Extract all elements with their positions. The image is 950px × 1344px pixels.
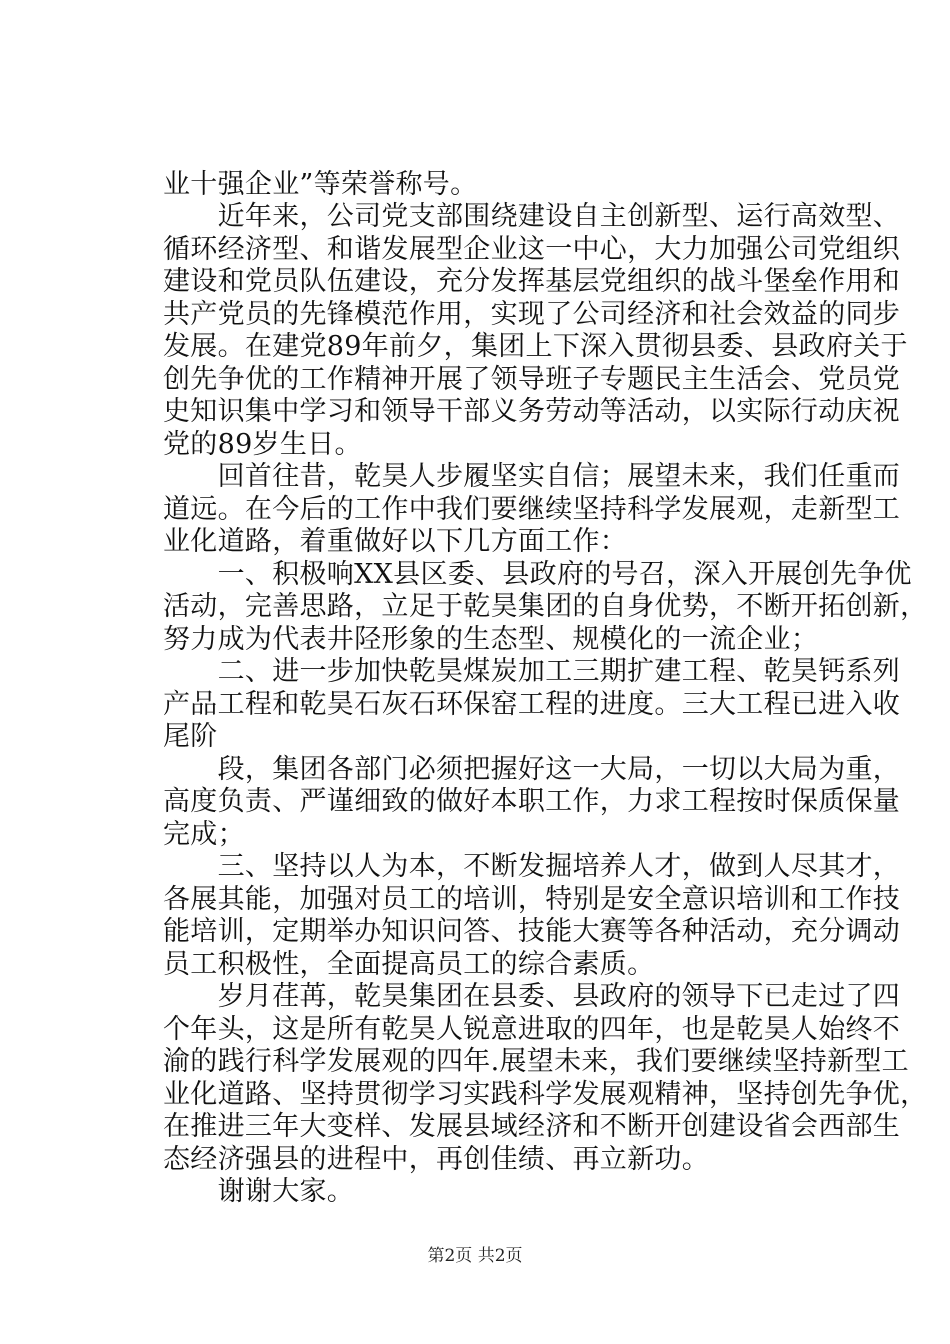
text-line: 建设和党员队伍建设，充分发挥基层党组织的战斗堡垒作用和 <box>163 266 901 297</box>
text-line: 回首往昔，乾昊人步履坚实自信；展望未来，我们任重而 <box>163 461 901 492</box>
text-line: 循环经济型、和谐发展型企业这一中心，大力加强公司党组织 <box>163 234 901 265</box>
text-line: 态经济强县的进程中，再创佳绩、再立新功。 <box>163 1144 709 1175</box>
text-line: 近年来，公司党支部围绕建设自主创新型、运行高效型、 <box>163 201 901 232</box>
text-line: 道远。在今后的工作中我们要继续坚持科学发展观，走新型工 <box>163 494 901 525</box>
text-line: 活动，完善思路，立足于乾昊集团的自身优势，不断开拓创新， <box>163 591 928 622</box>
text-line: 在推进三年大变样、发展县域经济和不断开创建设省会西部生 <box>163 1111 901 1142</box>
text-line: 党的89岁生日。 <box>163 429 362 460</box>
text-line: 尾阶 <box>163 721 218 752</box>
text-line: 员工积极性，全面提高员工的综合素质。 <box>163 949 655 980</box>
text-line: 段，集团各部门必须把握好这一大局，一切以大局为重， <box>163 754 901 785</box>
text-line: 史知识集中学习和领导干部义务劳动等活动，以实际行动庆祝 <box>163 396 901 427</box>
text-line: 个年头，这是所有乾昊人锐意进取的四年，也是乾昊人始终不 <box>163 1014 901 1045</box>
text-line: 努力成为代表井陉形象的生态型、规模化的一流企业； <box>163 624 819 655</box>
text-line: 渝的践行科学发展观的四年.展望未来，我们要继续坚持新型工 <box>163 1046 909 1077</box>
text-line: 高度负责、严谨细致的做好本职工作，力求工程按时保质保量 <box>163 786 901 817</box>
text-line: 发展。在建党89年前夕，集团上下深入贯彻县委、县政府关于 <box>163 331 908 362</box>
text-line: 岁月荏苒，乾昊集团在县委、县政府的领导下已走过了四 <box>163 981 901 1012</box>
text-line: 业十强企业”等荣誉称号。 <box>163 169 478 200</box>
text-line: 三、坚持以人为本，不断发掘培养人才，做到人尽其才， <box>163 851 901 882</box>
text-line: 能培训，定期举办知识问答、技能大赛等各种活动，充分调动 <box>163 916 901 947</box>
text-line: 完成； <box>163 819 245 850</box>
text-line: 谢谢大家。 <box>163 1176 355 1207</box>
page-footer: 第2页 共2页 <box>427 1246 523 1266</box>
text-line: 二、进一步加快乾昊煤炭加工三期扩建工程、乾昊钙系列 <box>163 656 901 687</box>
text-line: 各展其能，加强对员工的培训，特别是安全意识培训和工作技 <box>163 884 901 915</box>
text-line: 产品工程和乾昊石灰石环保窑工程的进度。三大工程已进入收 <box>163 689 901 720</box>
text-line: 一、积极响XX县区委、县政府的号召，深入开展创先争优 <box>163 559 912 590</box>
text-line: 创先争优的工作精神开展了领导班子专题民主生活会、党员党 <box>163 364 901 395</box>
text-line: 业化道路、坚持贯彻学习实践科学发展观精神，坚持创先争优， <box>163 1079 928 1110</box>
text-line: 业化道路，着重做好以下几方面工作： <box>163 526 628 557</box>
text-line: 共产党员的先锋模范作用，实现了公司经济和社会效益的同步 <box>163 299 901 330</box>
